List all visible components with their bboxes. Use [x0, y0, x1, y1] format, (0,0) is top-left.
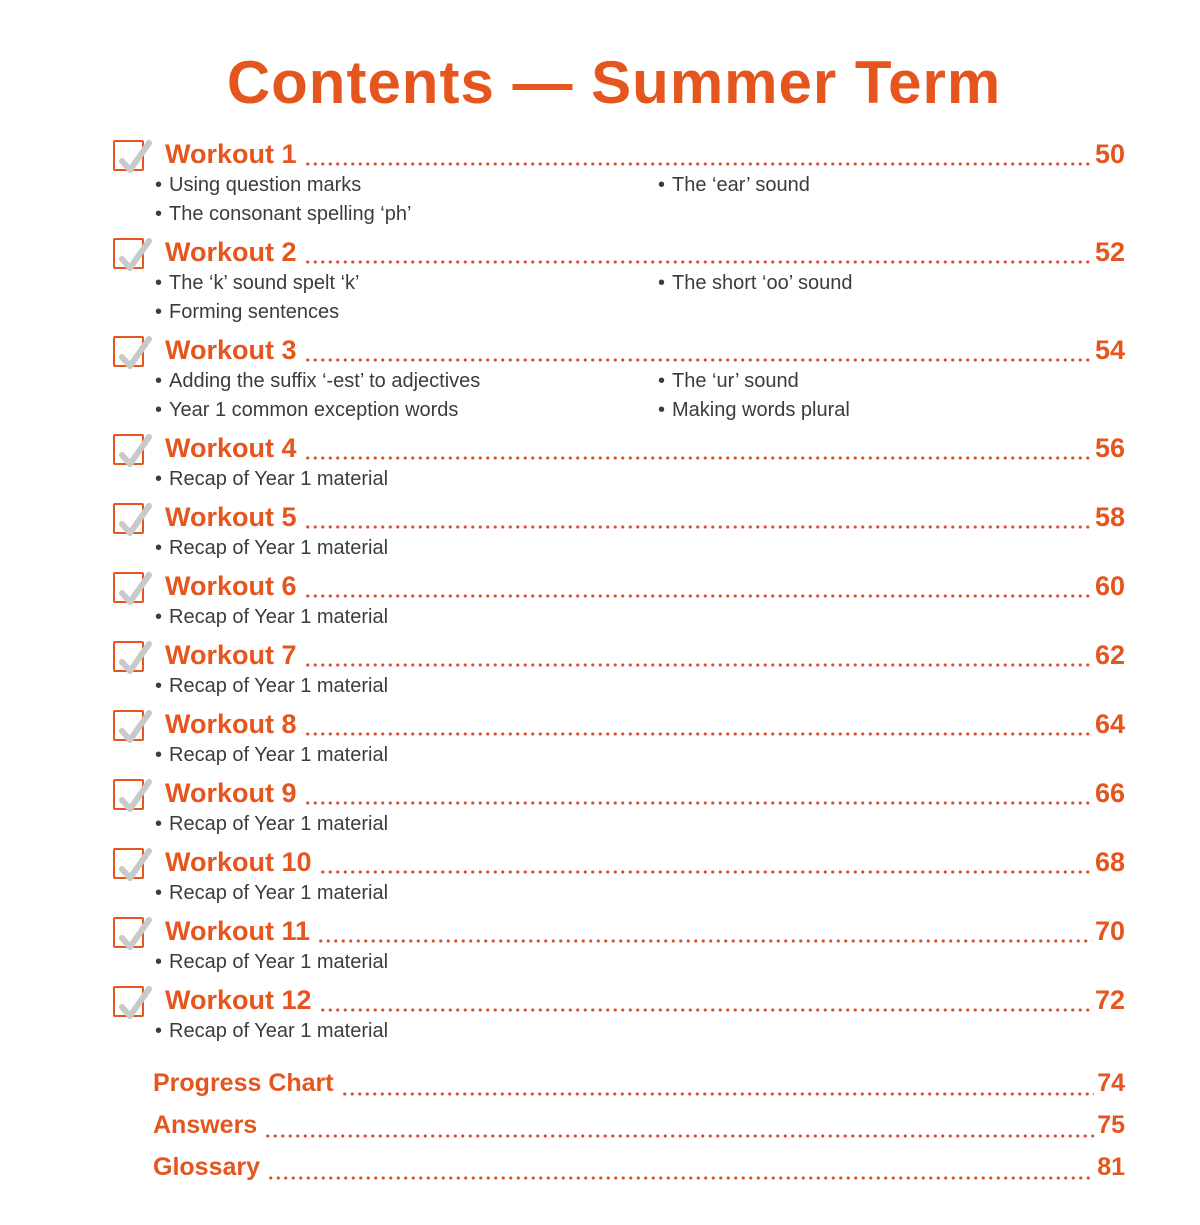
page-title: Contents — Summer Term — [226, 49, 1002, 116]
bullet-dot-icon: • — [155, 203, 163, 225]
bullet-item: • Recap of Year 1 material — [155, 741, 658, 770]
bullet-dot-icon: • — [155, 744, 163, 766]
dotted-leader — [304, 436, 1092, 460]
bullet-list-right — [658, 269, 1125, 327]
bullet-item: • Recap of Year 1 material — [155, 603, 658, 632]
workout-label: Workout 9 — [165, 778, 297, 808]
workout-label: Workout 8 — [165, 709, 297, 739]
bullet-columns — [155, 603, 1125, 632]
bullet-list-left — [155, 367, 658, 425]
footer-label: Progress Chart — [153, 1069, 334, 1097]
entry-head — [113, 707, 1125, 741]
checkmark-icon — [116, 229, 152, 271]
bullet-list-left — [155, 1017, 658, 1046]
workout-checkbox[interactable] — [113, 434, 144, 465]
workout-checkbox[interactable] — [113, 572, 144, 603]
bullet-list-left — [155, 810, 658, 839]
entry-line — [165, 845, 1125, 879]
bullet-columns — [155, 171, 1125, 229]
bullet-list-right — [658, 171, 1125, 229]
page-number: 54 — [1094, 335, 1125, 365]
workout-label: Workout 5 — [165, 502, 297, 532]
dotted-leader — [304, 338, 1092, 362]
toc-entry — [113, 137, 1125, 229]
bullet-item: • Making words plural — [658, 396, 1125, 425]
bullet-list-right — [658, 603, 1125, 632]
bullet-list-left — [155, 879, 658, 908]
bullet-columns — [155, 879, 1125, 908]
workout-checkbox[interactable] — [113, 848, 144, 879]
footer-entry — [153, 1068, 1125, 1098]
toc-list — [113, 137, 1125, 1046]
page-number: 56 — [1094, 433, 1125, 463]
page-number: 75 — [1097, 1111, 1125, 1139]
entry-head — [113, 333, 1125, 367]
workout-checkbox[interactable] — [113, 336, 144, 367]
footer-entry — [153, 1110, 1125, 1140]
checkmark-icon — [116, 770, 152, 812]
bullet-list-left — [155, 672, 658, 701]
bullet-item: • Recap of Year 1 material — [155, 810, 658, 839]
bullet-dot-icon: • — [155, 468, 163, 490]
bullet-item: • Using question marks — [155, 171, 658, 200]
workout-label: Workout 3 — [165, 335, 297, 365]
toc-entry — [113, 500, 1125, 563]
bullet-dot-icon: • — [658, 370, 666, 392]
checkmark-icon — [116, 908, 152, 950]
page-number: 64 — [1094, 709, 1125, 739]
bullet-list-right — [658, 879, 1125, 908]
entry-line — [165, 500, 1125, 534]
bullet-list-right — [658, 534, 1125, 563]
entry-head — [113, 776, 1125, 810]
bullet-item: • Recap of Year 1 material — [155, 948, 658, 977]
bullet-list-right — [658, 367, 1125, 425]
entry-head — [113, 638, 1125, 672]
dotted-leader — [304, 781, 1092, 805]
bullet-dot-icon: • — [155, 272, 163, 294]
toc-entry — [113, 983, 1125, 1046]
bullet-dot-icon: • — [155, 399, 163, 421]
bullet-item: • Forming sentences — [155, 298, 658, 327]
dotted-leader — [304, 712, 1092, 736]
toc-entry — [113, 638, 1125, 701]
bullet-dot-icon: • — [155, 606, 163, 628]
checkmark-icon — [116, 131, 152, 173]
bullet-dot-icon: • — [658, 174, 666, 196]
bullet-columns — [155, 1017, 1125, 1046]
checkmark-icon — [116, 327, 152, 369]
entry-line — [165, 983, 1125, 1017]
dotted-leader — [319, 850, 1092, 874]
bullet-list-left — [155, 534, 658, 563]
bullet-item: • The consonant spelling ‘ph’ — [155, 200, 658, 229]
bullet-dot-icon: • — [155, 174, 163, 196]
bullet-list-left — [155, 269, 658, 327]
bullet-list-right — [658, 465, 1125, 494]
dotted-leader — [267, 1156, 1094, 1180]
page-number: 68 — [1094, 847, 1125, 877]
dotted-leader — [304, 142, 1092, 166]
entry-head — [113, 431, 1125, 465]
entry-head — [113, 914, 1125, 948]
bullet-list-left — [155, 171, 658, 229]
bullet-item: • Adding the suffix ‘-est’ to adjectives — [155, 367, 658, 396]
entry-line — [165, 776, 1125, 810]
bullet-item: • Recap of Year 1 material — [155, 672, 658, 701]
workout-label: Workout 2 — [165, 237, 297, 267]
checkmark-icon — [116, 701, 152, 743]
bullet-dot-icon: • — [658, 399, 666, 421]
entry-head — [113, 983, 1125, 1017]
page-number: 50 — [1094, 139, 1125, 169]
toc-entry — [113, 845, 1125, 908]
footer-list — [153, 1068, 1125, 1182]
bullet-columns — [155, 672, 1125, 701]
entry-line — [165, 431, 1125, 465]
page-number: 52 — [1094, 237, 1125, 267]
bullet-dot-icon: • — [658, 272, 666, 294]
workout-label: Workout 4 — [165, 433, 297, 463]
dotted-leader — [304, 574, 1092, 598]
bullet-item: • The short ‘oo’ sound — [658, 269, 1125, 298]
bullet-list-left — [155, 465, 658, 494]
workout-label: Workout 7 — [165, 640, 297, 670]
footer-label: Glossary — [153, 1153, 261, 1181]
bullet-list-left — [155, 603, 658, 632]
toc-entry — [113, 914, 1125, 977]
dotted-leader — [317, 919, 1092, 943]
footer-label: Answers — [153, 1111, 258, 1139]
workout-checkbox[interactable] — [113, 238, 144, 269]
page-number: 66 — [1094, 778, 1125, 808]
entry-line — [165, 569, 1125, 603]
page-number: 60 — [1094, 571, 1125, 601]
entry-head — [113, 235, 1125, 269]
dotted-leader — [341, 1072, 1095, 1096]
bullet-dot-icon: • — [155, 370, 163, 392]
bullet-columns — [155, 741, 1125, 770]
toc-entry — [113, 235, 1125, 327]
checkmark-icon — [116, 632, 152, 674]
workout-label: Workout 12 — [165, 985, 312, 1015]
workout-label: Workout 11 — [165, 916, 311, 946]
entry-head — [113, 569, 1125, 603]
dotted-leader — [264, 1114, 1094, 1138]
bullet-columns — [155, 810, 1125, 839]
toc-entry — [113, 333, 1125, 425]
bullet-dot-icon: • — [155, 537, 163, 559]
bullet-dot-icon: • — [155, 813, 163, 835]
workout-checkbox[interactable] — [113, 986, 144, 1017]
workout-checkbox[interactable] — [113, 140, 144, 171]
workout-checkbox[interactable] — [113, 710, 144, 741]
dotted-leader — [304, 240, 1092, 264]
page-number: 70 — [1094, 916, 1125, 946]
bullet-item: • The ‘k’ sound spelt ‘k’ — [155, 269, 658, 298]
checkmark-icon — [116, 839, 152, 881]
workout-checkbox[interactable] — [113, 779, 144, 810]
bullet-item: • Recap of Year 1 material — [155, 534, 658, 563]
entry-head — [113, 137, 1125, 171]
toc-entry — [113, 569, 1125, 632]
entry-line — [165, 235, 1125, 269]
bullet-item: • Recap of Year 1 material — [155, 465, 658, 494]
bullet-columns — [155, 269, 1125, 327]
toc-entry — [113, 431, 1125, 494]
toc-entry — [113, 707, 1125, 770]
dotted-leader — [319, 988, 1092, 1012]
dotted-leader — [304, 505, 1092, 529]
checkmark-icon — [116, 563, 152, 605]
page-number: 62 — [1094, 640, 1125, 670]
workout-label: Workout 10 — [165, 847, 312, 877]
page-number: 72 — [1094, 985, 1125, 1015]
checkmark-icon — [116, 425, 152, 467]
bullet-dot-icon: • — [155, 301, 163, 323]
workout-checkbox[interactable] — [113, 917, 144, 948]
bullet-columns — [155, 948, 1125, 977]
page-number: 58 — [1094, 502, 1125, 532]
bullet-list-right — [658, 741, 1125, 770]
bullet-list-left — [155, 741, 658, 770]
footer-entry — [153, 1152, 1125, 1182]
bullet-columns — [155, 465, 1125, 494]
checkmark-icon — [116, 494, 152, 536]
page-number: 74 — [1097, 1069, 1125, 1097]
entry-line — [165, 638, 1125, 672]
bullet-list-right — [658, 1017, 1125, 1046]
entry-line — [165, 333, 1125, 367]
bullet-dot-icon: • — [155, 951, 163, 973]
bullet-dot-icon: • — [155, 882, 163, 904]
bullet-list-right — [658, 948, 1125, 977]
bullet-dot-icon: • — [155, 675, 163, 697]
bullet-item: • Recap of Year 1 material — [155, 879, 658, 908]
bullet-columns — [155, 367, 1125, 425]
bullet-list-right — [658, 810, 1125, 839]
entry-line — [165, 137, 1125, 171]
bullet-item: • The ‘ur’ sound — [658, 367, 1125, 396]
bullet-dot-icon: • — [155, 1020, 163, 1042]
entry-line — [165, 914, 1125, 948]
toc-entry — [113, 776, 1125, 839]
entry-head — [113, 500, 1125, 534]
bullet-item: • The ‘ear’ sound — [658, 171, 1125, 200]
entry-head — [113, 845, 1125, 879]
checkmark-icon — [116, 977, 152, 1019]
workout-checkbox[interactable] — [113, 503, 144, 534]
dotted-leader — [304, 643, 1092, 667]
bullet-item: • Recap of Year 1 material — [155, 1017, 658, 1046]
bullet-list-left — [155, 948, 658, 977]
workout-label: Workout 6 — [165, 571, 297, 601]
page-number: 81 — [1097, 1153, 1125, 1181]
bullet-columns — [155, 534, 1125, 563]
bullet-item: • Year 1 common exception words — [155, 396, 658, 425]
entry-line — [165, 707, 1125, 741]
workout-checkbox[interactable] — [113, 641, 144, 672]
bullet-list-right — [658, 672, 1125, 701]
workout-label: Workout 1 — [165, 139, 297, 169]
